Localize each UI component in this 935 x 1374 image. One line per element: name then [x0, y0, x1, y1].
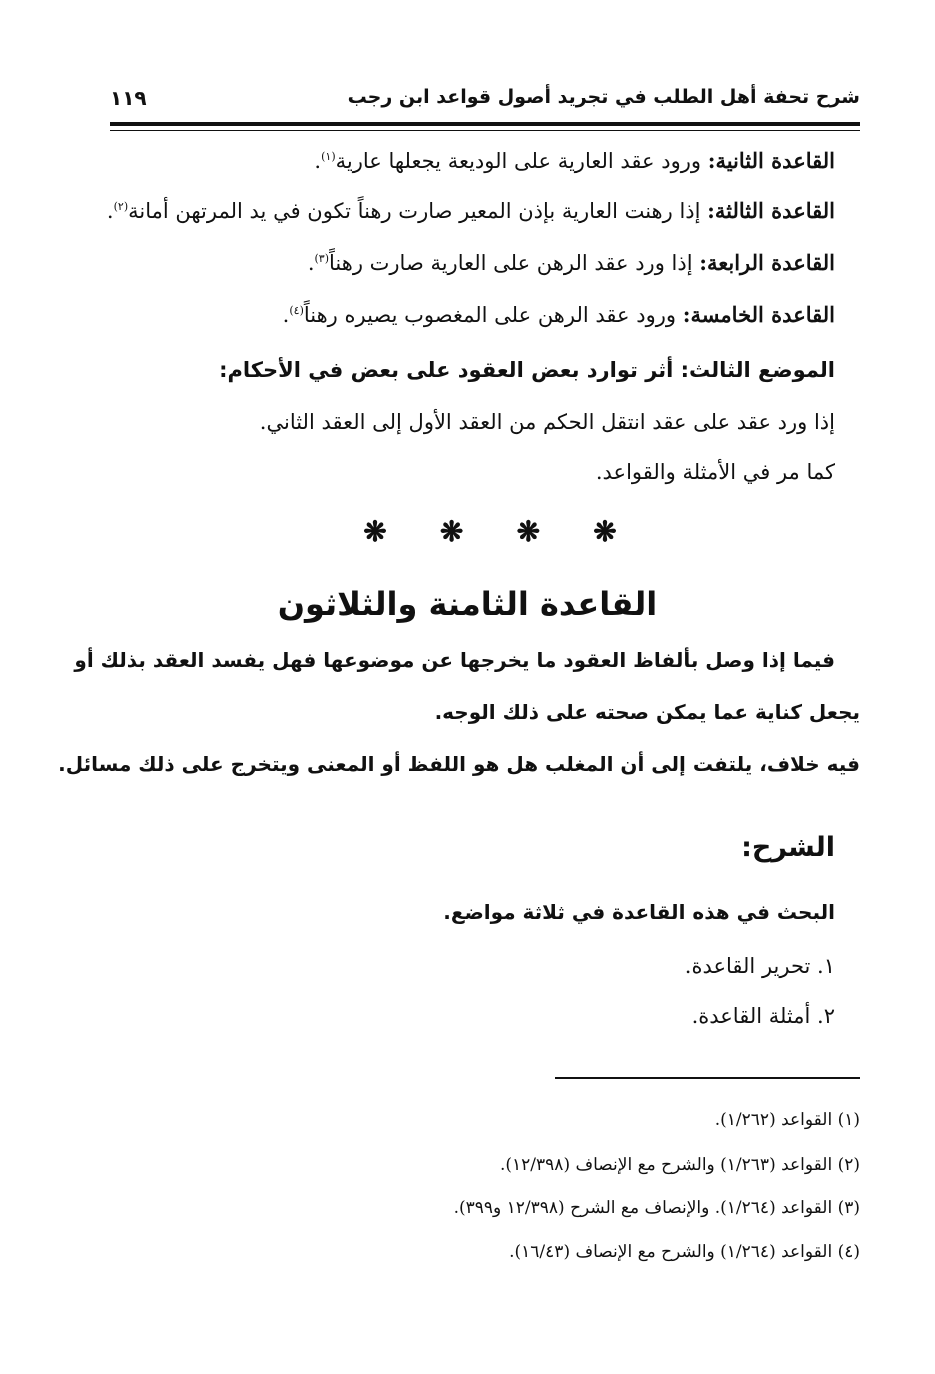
chapter-title: القاعدة الثامنة والثلاثون [277, 585, 658, 623]
section-heading: الموضع الثالث: أثر توارد بعض العقود على بعض في الأحكام: [219, 358, 835, 382]
header-rule-thick [110, 122, 860, 126]
sharh-heading: الشرح: [741, 832, 835, 863]
footnote-marker: (٣) [314, 252, 330, 265]
footnote-marker: (٤) [289, 304, 304, 317]
rule-label: القاعدة الرابعة: [699, 250, 835, 275]
page-header [110, 80, 860, 116]
paragraph: إذا ورد عقد على عقد انتقل الحكم من العقد الأول إلى العقد الثاني. [259, 410, 835, 434]
header-rule-thin [110, 130, 860, 131]
paragraph: كما مر في الأمثلة والقواعد. [595, 460, 835, 484]
chapter-text-line: يجعل كناية عما يمكن صحته على ذلك الوجه. [434, 700, 860, 724]
list-item: ٢. أمثلة القاعدة. [691, 1004, 835, 1028]
rule-text: ورود عقد الرهن على المغصوب يصيره رهناً [303, 303, 676, 327]
footnote: (٢) القواعد (١/٢٦٣) والشرح مع الإنصاف (١٢/٣٩٨). [500, 1155, 860, 1175]
rule-line-4: القاعدة الرابعة: إذا ورد عقد الرهن على العارية صارت رهناً$^{(٣)}$. [307, 250, 835, 275]
star-icon: ❋ [363, 515, 387, 548]
footnote-marker: (١) [321, 150, 336, 163]
page-number: ١١٩ [110, 86, 147, 110]
rule-text: إذا ورد عقد الرهن على العارية صارت رهناً [329, 251, 693, 275]
rule-text: ورود عقد العارية على الوديعة يجعلها عارية [335, 149, 702, 173]
rule-label: القاعدة الخامسة: [682, 302, 835, 327]
rule-text: إذا رهنت العارية بإذن المعير صارت رهناً تكون في يد المرتهن أمانة [128, 199, 701, 223]
star-icon: ❋ [516, 515, 541, 548]
sharh-intro: البحث في هذه القاعدة في ثلاثة مواضع. [443, 900, 835, 924]
separator-stars [360, 515, 620, 548]
footnote: (٤) القواعد (١/٢٦٤) والشرح مع الإنصاف (١٦/٤٣). [509, 1242, 860, 1262]
chapter-text-line: فيما إذا وصل بألفاظ العقود ما يخرجها عن موضوعها فهل يفسد العقد بذلك أو [74, 648, 835, 672]
footnote-marker: (٢) [113, 200, 129, 213]
star-icon: ❋ [439, 515, 464, 548]
running-title: شرح تحفة أهل الطلب في تجريد أصول قواعد ابن رجب [347, 86, 860, 108]
rule-label: القاعدة الثانية: [707, 148, 835, 173]
star-icon: ❋ [593, 515, 617, 548]
rule-line-3: القاعدة الثالثة: إذا رهنت العارية بإذن المعير صارت رهناً تكون في يد المرتهن أمانة$^{(٢)}$. [106, 198, 835, 223]
rule-label: القاعدة الثالثة: [707, 198, 835, 223]
footnote-rule [555, 1077, 860, 1079]
footnote: (٣) القواعد (١/٢٦٤). والإنصاف مع الشرح (١٢/٣٩٨ و٣٩٩). [453, 1198, 860, 1218]
chapter-text-line: فيه خلاف، يلتفت إلى أن المغلب هل هو اللفظ أو المعنى ويتخرج على ذلك مسائل. [58, 752, 860, 776]
rule-line-5: القاعدة الخامسة: ورود عقد الرهن على المغصوب يصيره رهناً$^{(٤)}$. [282, 302, 835, 327]
rule-line-2: القاعدة الثانية: ورود عقد العارية على الوديعة يجعلها عارية$^{(١)}$. [314, 148, 835, 173]
footnote: (١) القواعد (١/٢٦٢). [714, 1110, 860, 1130]
list-item: ١. تحرير القاعدة. [684, 954, 835, 978]
